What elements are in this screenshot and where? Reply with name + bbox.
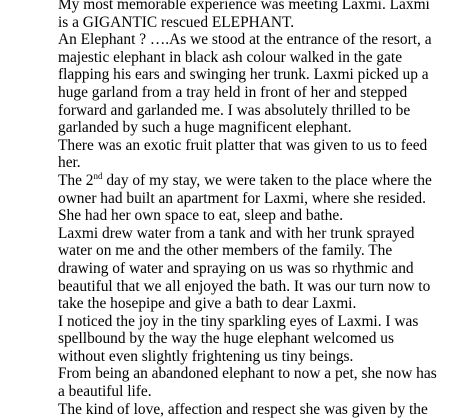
document-body xyxy=(58,0,470,418)
text-line: flapping his ears and swinging her trunk. Laxmi picked up a xyxy=(58,66,429,84)
text-line-ordinal xyxy=(58,172,470,190)
text-line: beautiful that we all enjoyed the bath. It was our turn now to xyxy=(58,277,431,295)
text-line: owner had built an apartment for Laxmi, where she resided. xyxy=(58,189,426,207)
text-line: I noticed the joy in the tiny sparkling eyes of Laxmi. I was xyxy=(58,312,419,330)
text-line: forward and garlanded me. I was absolutely thrilled to be xyxy=(58,101,411,119)
text-line: She had her own space to eat, sleep and bathe. xyxy=(58,207,344,225)
text-line: From being an abandoned elephant to now a pet, she now has xyxy=(58,365,437,383)
text-line: The kind of love, affection and respect she was given by the xyxy=(58,400,428,418)
text-line: My most memorable experience was meeting Laxmi. Laxmi xyxy=(58,0,430,13)
text-line: majestic elephant in black ash colour walked in the gate xyxy=(58,48,403,66)
text-line: a beautiful life. xyxy=(58,383,152,401)
text-line: huge garland from a tray held in front of her and stepped xyxy=(58,83,408,101)
text-line: garlanded by such a huge magnificent elephant. xyxy=(58,119,352,137)
text-line: There was an exotic fruit platter that was given to us to feed xyxy=(58,136,428,154)
text-line: her. xyxy=(58,154,81,172)
text-line: is a GIGANTIC rescued ELEPHANT. xyxy=(58,13,295,31)
text-line: Laxmi drew water from a tank and with her trunk sprayed xyxy=(58,224,415,242)
text-line: drawing of water and spraying on us was so rhythmic and xyxy=(58,259,414,277)
text-line: take the hosepipe and give a bath to dear Laxmi. xyxy=(58,295,357,313)
text-segment: The 2 xyxy=(58,171,94,189)
ordinal-superscript: nd xyxy=(93,170,103,181)
text-line: without even slightly frightening us tiny beings. xyxy=(58,347,354,365)
text-line: spellbound by the way the huge elephant welcomed us xyxy=(58,330,394,348)
text-segment: day of my stay, we were taken to the place where the xyxy=(102,171,432,189)
text-line: water on me and the other members of the family. The xyxy=(58,242,393,260)
text-line: An Elephant ? ….As we stood at the entrance of the resort, a xyxy=(58,31,432,49)
